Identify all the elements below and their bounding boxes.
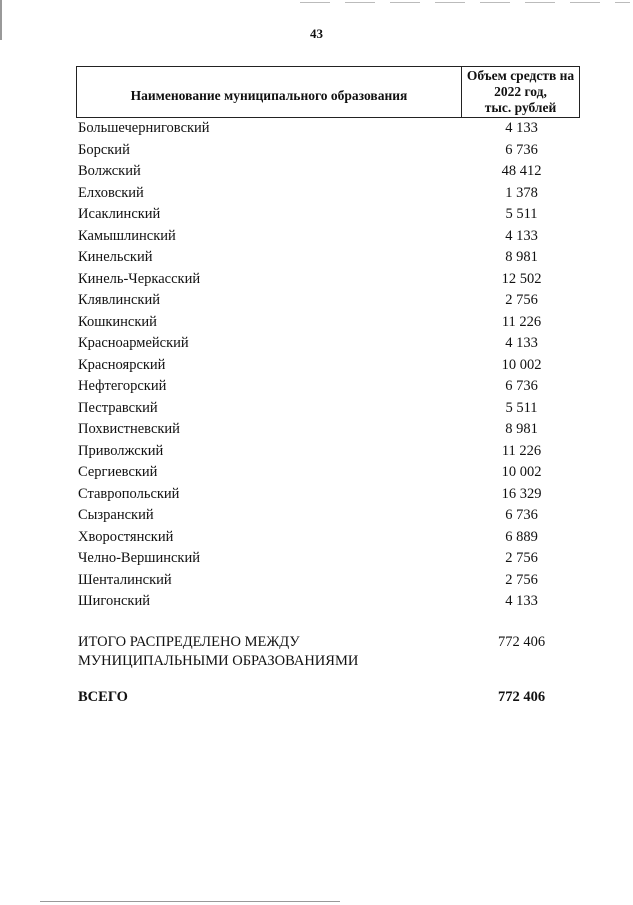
municipality-name: Шенталинский <box>78 571 172 588</box>
municipality-name: Кинель-Черкасский <box>78 270 201 287</box>
municipality-name: Красноармейский <box>78 335 189 352</box>
table-row <box>76 183 580 205</box>
allocation-value: 2 756 <box>505 292 538 309</box>
allocation-value: 6 736 <box>505 378 538 395</box>
allocation-value: 12 502 <box>501 270 542 287</box>
table-row <box>76 226 580 248</box>
total-row <box>76 633 580 671</box>
table-row <box>76 484 580 506</box>
table-row <box>76 398 580 420</box>
municipality-name: Шигонский <box>78 593 150 610</box>
allocation-value: 5 511 <box>505 399 538 416</box>
allocation-value: 1 378 <box>505 184 538 201</box>
table-body <box>76 118 580 613</box>
municipality-name: Елховский <box>78 184 144 201</box>
table-row <box>76 269 580 291</box>
allocation-value: 4 133 <box>505 227 538 244</box>
municipality-name: Волжский <box>78 163 141 180</box>
page-number: 43 <box>310 26 323 41</box>
municipality-name: Сызранский <box>78 507 154 524</box>
table-row <box>76 247 580 269</box>
table-row <box>76 204 580 226</box>
grand-total-label: ВСЕГО <box>78 688 128 705</box>
scan-artifact-bottom <box>40 901 340 902</box>
table-header <box>76 66 580 118</box>
grand-total-value: 772 406 <box>497 688 546 705</box>
municipality-name: Сергиевский <box>78 464 158 481</box>
municipality-name: Кинельский <box>78 249 153 266</box>
table-row <box>76 591 580 613</box>
table-row <box>76 527 580 549</box>
total-label <box>76 633 463 671</box>
header-value-column: Объем средств на 2022 год, тыс. рублей <box>466 68 575 115</box>
allocation-value: 6 736 <box>505 507 538 524</box>
municipality-name: Клявлинский <box>78 292 160 309</box>
total-label-line2: МУНИЦИПАЛЬНЫМИ ОБРАЗОВАНИЯМИ <box>78 652 359 669</box>
municipality-name: Ставропольский <box>78 485 180 502</box>
table-row <box>76 419 580 441</box>
allocation-value: 10 002 <box>501 356 542 373</box>
municipality-name: Борский <box>78 141 130 158</box>
table-row <box>76 376 580 398</box>
scan-artifact-top <box>300 2 630 3</box>
allocation-value: 48 412 <box>501 163 542 180</box>
table-row <box>76 333 580 355</box>
allocation-value: 11 226 <box>501 442 542 459</box>
allocation-value: 5 511 <box>505 206 538 223</box>
table-row <box>76 548 580 570</box>
table-row <box>76 462 580 484</box>
table-row <box>76 570 580 592</box>
table-row <box>76 140 580 162</box>
municipality-name: Похвистневский <box>78 421 180 438</box>
allocation-value: 2 756 <box>505 571 538 588</box>
allocation-value: 16 329 <box>501 485 542 502</box>
table-row <box>76 290 580 312</box>
grand-total-row <box>76 689 580 706</box>
allocation-value: 2 756 <box>505 550 538 567</box>
municipality-name: Приволжский <box>78 442 164 459</box>
municipality-name: Исаклинский <box>78 206 161 223</box>
total-value: 772 406 <box>497 633 546 650</box>
allocation-value: 8 981 <box>505 249 538 266</box>
table-row <box>76 355 580 377</box>
table-row <box>76 161 580 183</box>
allocation-value: 6 889 <box>505 528 538 545</box>
allocation-value: 4 133 <box>505 120 538 137</box>
allocation-value: 6 736 <box>505 141 538 158</box>
municipality-name: Большечерниговский <box>78 120 210 137</box>
allocation-value: 8 981 <box>505 421 538 438</box>
municipality-name: Нефтегорский <box>78 378 167 395</box>
municipality-name: Красноярский <box>78 356 166 373</box>
municipality-name: Хворостянский <box>78 528 174 545</box>
municipality-name: Кошкинский <box>78 313 157 330</box>
table-row <box>76 441 580 463</box>
municipality-name: Камышлинский <box>78 227 176 244</box>
header-name-column: Наименование муниципального образования <box>77 67 462 117</box>
allocation-value: 11 226 <box>501 313 542 330</box>
allocation-value: 4 133 <box>505 335 538 352</box>
total-label-line1: ИТОГО РАСПРЕДЕЛЕНО МЕЖДУ <box>78 633 300 650</box>
allocation-table <box>76 66 580 706</box>
municipality-name: Челно-Вершинский <box>78 550 200 567</box>
table-row <box>76 118 580 140</box>
table-row <box>76 312 580 334</box>
municipality-name: Пестравский <box>78 399 158 416</box>
table-row <box>76 505 580 527</box>
allocation-value: 10 002 <box>501 464 542 481</box>
allocation-value: 4 133 <box>505 593 538 610</box>
